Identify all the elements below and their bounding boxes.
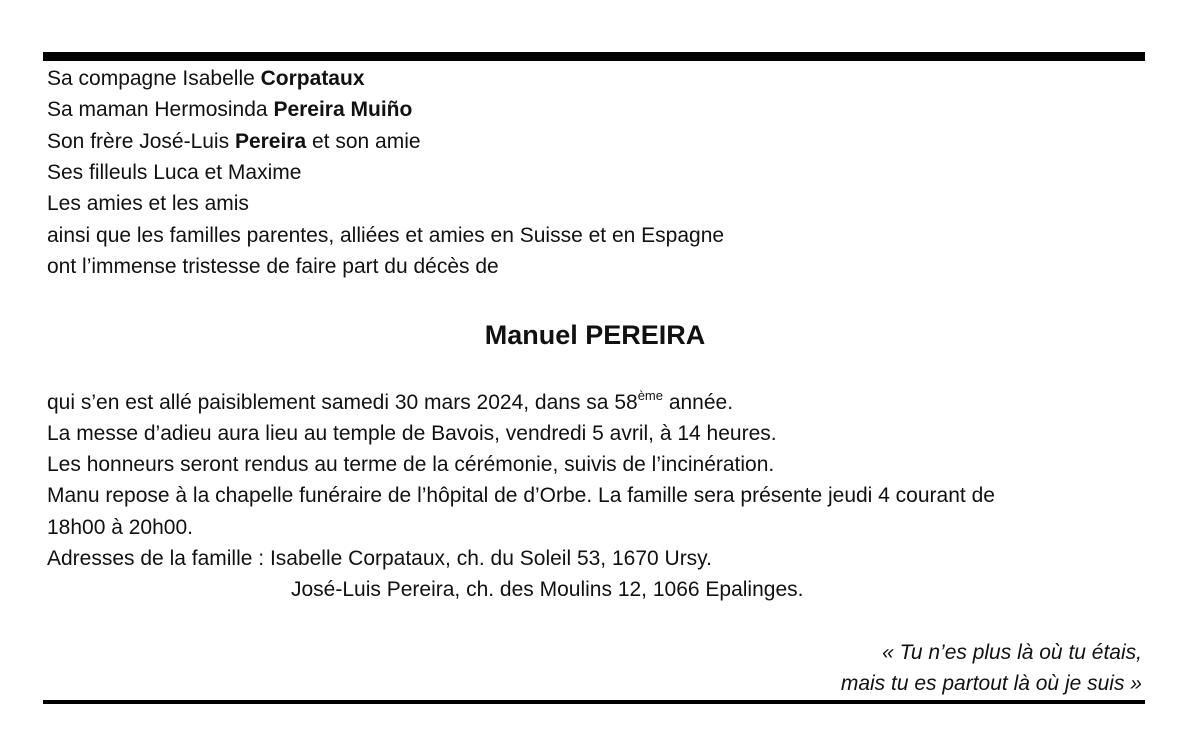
address-first: Isabelle Corpataux, ch. du Soleil 53, 1670 Ursy. bbox=[269, 547, 712, 570]
viewing-line: Manu repose à la chapelle funéraire de l’hôpital de d’Orbe. La famille sera présente jeudi 4 courant de bbox=[47, 484, 995, 507]
announcer-text: Les amies et les amis bbox=[47, 192, 249, 215]
quote-line-2: mais tu es partout là où je suis » bbox=[840, 672, 1142, 695]
announcement-intro bbox=[47, 253, 499, 281]
addresses-label: Adresses de la famille : bbox=[47, 547, 270, 570]
announcer-text: Sa maman Hermosinda bbox=[47, 98, 274, 121]
announcer-line-mother bbox=[47, 96, 412, 124]
quote-line-1: « Tu n’es plus là où tu étais, bbox=[882, 641, 1142, 664]
announcer-line-friends bbox=[47, 190, 249, 218]
ordinal-superscript: ème bbox=[637, 388, 663, 403]
announcer-text: ont l’immense tristesse de faire part du décès de bbox=[47, 255, 499, 278]
deceased-name: Manuel PEREIRA bbox=[484, 320, 706, 350]
passing-text-end: année. bbox=[662, 391, 734, 414]
addresses-line bbox=[47, 545, 712, 573]
announcer-text: ainsi que les familles parentes, alliées et amies en Suisse et en Espagne bbox=[47, 224, 725, 247]
top-rule bbox=[43, 52, 1145, 61]
honours-line: Les honneurs seront rendus au terme de la cérémonie, suivis de l’incinération. bbox=[47, 453, 775, 476]
announcer-text: Son frère José-Luis bbox=[47, 130, 235, 153]
announcer-text: Ses filleuls Luca et Maxime bbox=[47, 161, 302, 184]
bottom-rule bbox=[43, 700, 1145, 704]
announcer-surname: Pereira Muiño bbox=[273, 98, 413, 121]
mass-line: La messe d’adieu aura lieu au temple de Bavois, vendredi 5 avril, à 14 heures. bbox=[47, 422, 777, 445]
announcer-text: Sa compagne Isabelle bbox=[47, 67, 261, 90]
announcer-line-families bbox=[47, 222, 724, 250]
announcer-surname: Corpataux bbox=[260, 67, 365, 90]
passing-line bbox=[47, 389, 733, 419]
announcer-suffix: et son amie bbox=[306, 130, 421, 153]
address-second: José-Luis Pereira, ch. des Moulins 12, 1066 Epalinges. bbox=[291, 578, 804, 601]
viewing-time-line: 18h00 à 20h00. bbox=[47, 516, 193, 539]
announcer-surname: Pereira bbox=[234, 130, 307, 153]
announcer-line-brother bbox=[47, 128, 421, 156]
announcer-line-companion bbox=[47, 65, 365, 93]
passing-text: qui s’en est allé paisiblement samedi 30 mars 2024, dans sa 58 bbox=[47, 391, 638, 414]
announcer-line-godchildren bbox=[47, 159, 301, 187]
